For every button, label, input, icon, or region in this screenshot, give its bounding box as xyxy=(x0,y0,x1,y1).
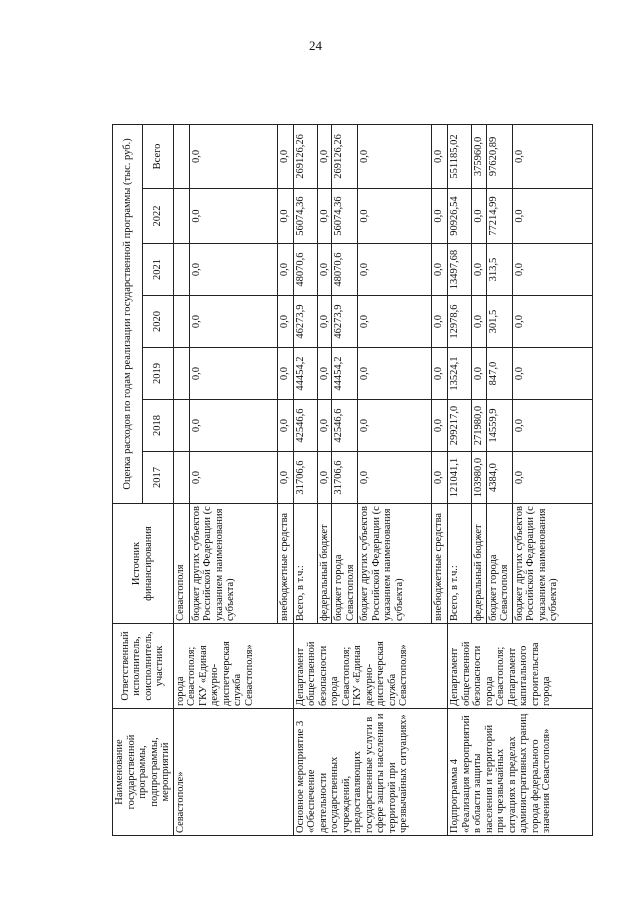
year-value: 31706,6 xyxy=(293,452,317,504)
year-value: 44454,2 xyxy=(293,348,317,400)
header-year: 2019 xyxy=(143,348,173,400)
year-value: 299217,0 xyxy=(448,400,472,452)
year-value: 847,0 xyxy=(486,348,512,400)
total-value: 0,0 xyxy=(432,124,448,188)
table-body xyxy=(173,124,592,835)
year-value: 0,0 xyxy=(277,244,293,296)
year-value: 0,0 xyxy=(277,348,293,400)
year-value: 0,0 xyxy=(512,452,592,504)
header-total: Всего xyxy=(143,124,173,188)
year-value: 12978,6 xyxy=(448,296,472,348)
financing-source: внебюджетные средства xyxy=(277,504,293,624)
header-year: 2021 xyxy=(143,244,173,296)
year-value: 0,0 xyxy=(358,400,432,452)
financing-source: бюджет других субъектов Российской Федерации (с указанием наименования субъекта) xyxy=(358,504,432,624)
financing-source: Всего, в т.ч.: xyxy=(448,504,472,624)
year-value xyxy=(173,244,189,296)
total-value: 0,0 xyxy=(317,124,332,188)
year-value: 0,0 xyxy=(358,189,432,244)
year-value: 0,0 xyxy=(472,189,487,244)
year-value: 0,0 xyxy=(317,189,332,244)
year-value: 0,0 xyxy=(358,348,432,400)
year-value: 0,0 xyxy=(358,296,432,348)
header-estimate: Оценка расходов по годам реализации государственной программы (тыс. руб.) xyxy=(113,124,143,503)
financing-table xyxy=(112,124,593,836)
year-value: 13524,1 xyxy=(448,348,472,400)
financing-source: федеральный бюджет xyxy=(317,504,332,624)
year-value: 0,0 xyxy=(512,296,592,348)
row-name: Основное мероприятие 3 «Обеспечение деятельности государственных учреждений, предоставляющих государственные услуги в сфере защиты населения и территорий при чрезвычайных ситуациях» xyxy=(293,709,448,836)
financing-source: бюджет города Севастополя xyxy=(486,504,512,624)
year-value: 0,0 xyxy=(277,452,293,504)
total-value: 269126,26 xyxy=(332,124,358,188)
year-value: 0,0 xyxy=(189,296,277,348)
year-value: 56074,36 xyxy=(293,189,317,244)
total-value: 375960,0 xyxy=(472,124,487,188)
total-value: 0,0 xyxy=(358,124,432,188)
year-value: 0,0 xyxy=(189,348,277,400)
row-name: Подпрограмма 4 «Реализация мероприятий в области защиты населения и территорий при чрезвычайных ситуациях в пределах административных границ города федерального значения Севастополя» xyxy=(448,709,593,836)
year-value: 0,0 xyxy=(189,400,277,452)
year-value: 271980,0 xyxy=(472,400,487,452)
total-value: 551185,02 xyxy=(448,124,472,188)
year-value: 0,0 xyxy=(189,452,277,504)
row-responsible: города Севастополя; ГКУ «Единая дежурно-диспетчерская служба Севастополя» xyxy=(173,624,293,709)
table-row xyxy=(293,124,317,835)
header-name: Наименование государственной программы, подпрограммы, мероприятий xyxy=(113,709,174,836)
year-value: 0,0 xyxy=(317,296,332,348)
year-value: 0,0 xyxy=(358,244,432,296)
year-value: 46273,9 xyxy=(332,296,358,348)
year-value: 121041,1 xyxy=(448,452,472,504)
year-value xyxy=(173,400,189,452)
header-year: 2022 xyxy=(143,189,173,244)
year-value: 0,0 xyxy=(189,244,277,296)
header-responsible: Ответственный исполнитель, соисполнитель, участник xyxy=(113,624,174,709)
year-value: 0,0 xyxy=(432,348,448,400)
financing-source: бюджет других субъектов Российской Федерации (с указанием наименования субъекта) xyxy=(189,504,277,624)
year-value: 0,0 xyxy=(317,452,332,504)
year-value: 0,0 xyxy=(432,400,448,452)
total-value xyxy=(173,124,189,188)
year-value xyxy=(173,296,189,348)
year-value: 0,0 xyxy=(512,189,592,244)
year-value xyxy=(173,189,189,244)
year-value: 103980,0 xyxy=(472,452,487,504)
header-year: 2017 xyxy=(143,452,173,504)
total-value: 97620,89 xyxy=(486,124,512,188)
year-value xyxy=(173,452,189,504)
row-responsible: Департамент общественной безопасности города Севастополя; ГКУ «Единая дежурно-диспетчерская служба Севастополя» xyxy=(293,624,448,709)
year-value: 0,0 xyxy=(432,452,448,504)
year-value: 42546,6 xyxy=(293,400,317,452)
row-name: Севастополе» xyxy=(173,709,293,836)
year-value: 4384,0 xyxy=(486,452,512,504)
year-value: 0,0 xyxy=(317,348,332,400)
financing-source: федеральный бюджет xyxy=(472,504,487,624)
total-value: 0,0 xyxy=(189,124,277,188)
year-value: 46273,9 xyxy=(293,296,317,348)
total-value: 0,0 xyxy=(277,124,293,188)
year-value: 313,5 xyxy=(486,244,512,296)
year-value: 0,0 xyxy=(512,400,592,452)
year-value: 0,0 xyxy=(472,348,487,400)
year-value xyxy=(173,348,189,400)
year-value: 48070,6 xyxy=(332,244,358,296)
table-row xyxy=(173,124,189,835)
year-value: 90926,54 xyxy=(448,189,472,244)
financing-source: внебюджетные средства xyxy=(432,504,448,624)
year-value: 56074,36 xyxy=(332,189,358,244)
year-value: 48070,6 xyxy=(293,244,317,296)
page-number: 24 xyxy=(309,38,322,53)
total-value: 0,0 xyxy=(512,124,592,188)
year-value: 14559,9 xyxy=(486,400,512,452)
year-value: 31706,6 xyxy=(332,452,358,504)
year-value: 0,0 xyxy=(317,400,332,452)
financing-source: Севастополя xyxy=(173,504,189,624)
table-row xyxy=(448,124,472,835)
year-value: 77214,99 xyxy=(486,189,512,244)
header-year: 2018 xyxy=(143,400,173,452)
year-value: 44454,2 xyxy=(332,348,358,400)
financing-source: бюджет других субъектов Российской Федерации (с указанием наименования субъекта) xyxy=(512,504,592,624)
rotated-table-frame xyxy=(112,125,631,836)
year-value: 13497,68 xyxy=(448,244,472,296)
total-value: 269126,26 xyxy=(293,124,317,188)
year-value: 301,5 xyxy=(486,296,512,348)
year-value: 0,0 xyxy=(189,189,277,244)
year-value: 0,0 xyxy=(432,244,448,296)
header-source: Источник финансирования xyxy=(113,504,174,624)
header-year: 2020 xyxy=(143,296,173,348)
year-value: 0,0 xyxy=(277,296,293,348)
financing-source: Всего, в т.ч.: xyxy=(293,504,317,624)
year-value: 0,0 xyxy=(472,244,487,296)
year-value: 0,0 xyxy=(512,244,592,296)
year-value: 0,0 xyxy=(432,189,448,244)
row-responsible: Департамент общественной безопасности города Севастополя; Департамент капитального строительства города xyxy=(448,624,593,709)
financing-source: бюджет города Севастополя xyxy=(332,504,358,624)
year-value: 0,0 xyxy=(432,296,448,348)
year-value: 0,0 xyxy=(358,452,432,504)
year-value: 0,0 xyxy=(277,189,293,244)
year-value: 0,0 xyxy=(472,296,487,348)
year-value: 0,0 xyxy=(277,400,293,452)
year-value: 0,0 xyxy=(512,348,592,400)
year-value: 0,0 xyxy=(317,244,332,296)
year-value: 42546,6 xyxy=(332,400,358,452)
